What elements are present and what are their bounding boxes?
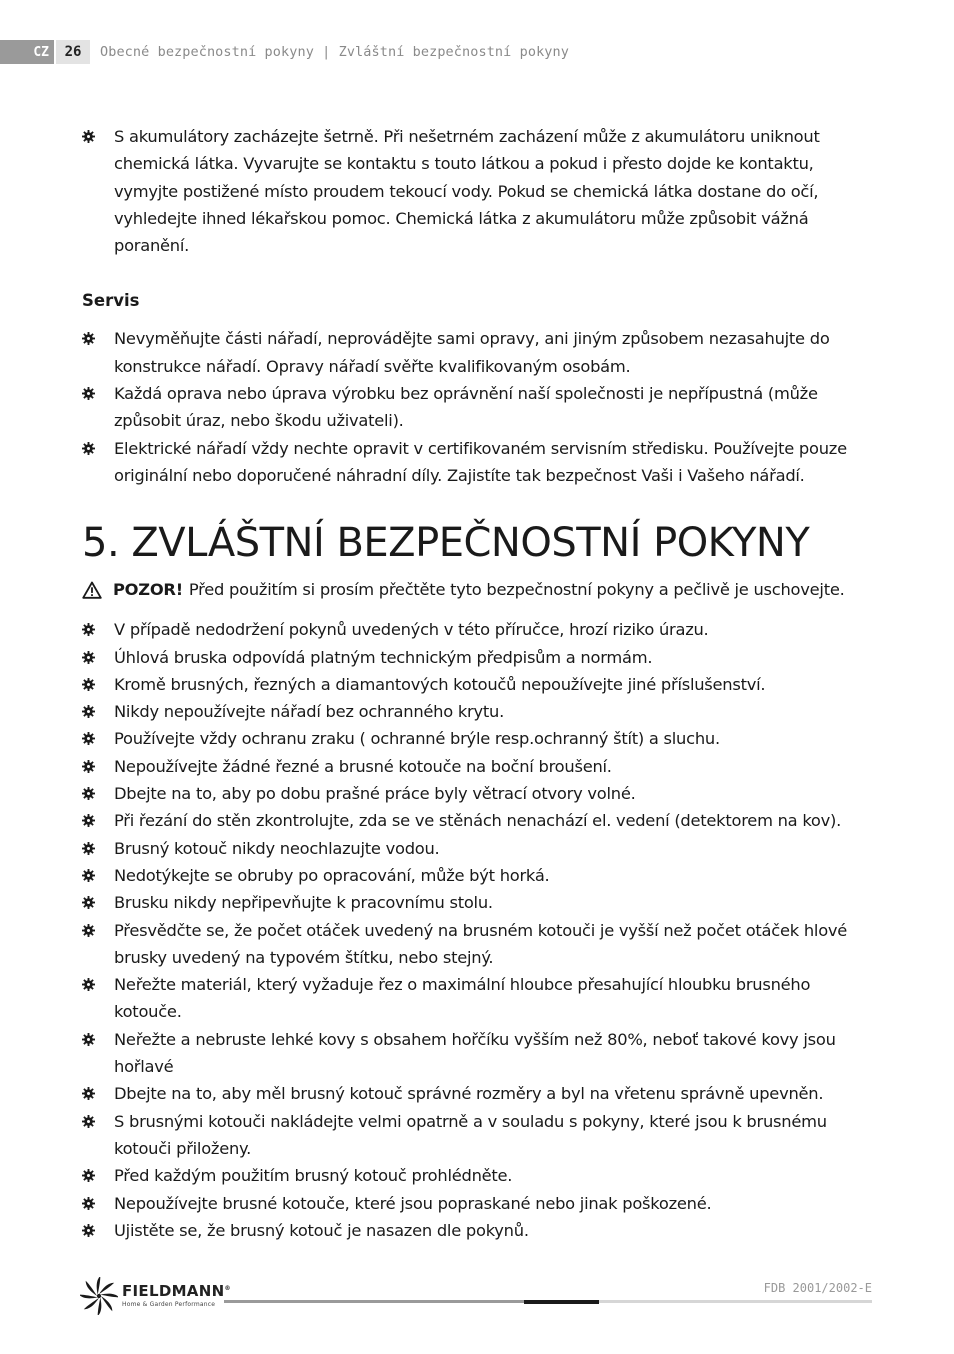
brand-tagline: Home & Garden Performance <box>122 1301 216 1308</box>
servis-heading: Servis <box>82 291 140 311</box>
warning-note <box>82 580 872 599</box>
gear-bullet-icon <box>82 896 95 909</box>
list-item: Ujistěte se, že brusný kotouč je nasazen dle pokynů. <box>82 1217 872 1244</box>
gear-bullet-icon <box>82 651 95 664</box>
gear-bullet-icon <box>82 760 95 773</box>
gear-bullet-icon <box>82 1115 95 1128</box>
model-number: FDB 2001/2002-E <box>763 1281 872 1295</box>
gear-bullet-icon <box>82 787 95 800</box>
list-item: Přesvědčte se, že počet otáček uvedený na brusném kotouči je vyšší než počet otáček hlové brusky uvedený na typovém štítku, nebo stejný. <box>82 917 872 972</box>
gear-bullet-icon <box>82 705 95 718</box>
list-item: Nepoužívejte brusné kotouče, které jsou popraskané nebo jinak poškozené. <box>82 1190 872 1217</box>
brand-text <box>122 1284 231 1308</box>
footer-rule-gray <box>224 1300 524 1303</box>
list-item: Neřežte a nebruste lehké kovy s obsahem hořčíku vyšším než 80%, neboť takové kovy jsou hořlavé <box>82 1026 872 1081</box>
safety-list <box>82 616 872 1244</box>
list-item: Brusný kotouč nikdy neochlazujte vodou. <box>82 835 872 862</box>
gear-bullet-icon <box>82 1224 95 1237</box>
list-item: Brusku nikdy nepřipevňujte k pracovnímu stolu. <box>82 889 872 916</box>
section-heading: 5. ZVLÁŠTNÍ BEZPEČNOSTNÍ POKYNY <box>82 520 810 567</box>
trademark: ® <box>224 1285 231 1292</box>
gear-bullet-icon <box>82 842 95 855</box>
footer-rule-dark <box>524 1300 599 1304</box>
gear-bullet-icon <box>82 814 95 827</box>
gear-bullet-icon <box>82 332 95 345</box>
list-item: Nikdy nepoužívejte nářadí bez ochranného krytu. <box>82 698 872 725</box>
gear-bullet-icon <box>82 1033 95 1046</box>
footer-rule-light <box>599 1300 872 1303</box>
list-item: V případě nedodržení pokynů uvedených v této příručce, hrozí riziko úrazu. <box>82 616 872 643</box>
page-header <box>0 40 569 64</box>
warning-label: POZOR! <box>113 580 183 600</box>
gear-bullet-icon <box>82 678 95 691</box>
list-item: Neřežte materiál, který vyžaduje řez o maximální hloubce přesahující hloubku brusného kotouče. <box>82 971 872 1026</box>
list-item: Dbejte na to, aby po dobu prašné práce byly větrací otvory volné. <box>82 780 872 807</box>
gear-bullet-icon <box>82 623 95 636</box>
gear-bullet-icon <box>82 387 95 400</box>
gear-bullet-icon <box>82 1197 95 1210</box>
gear-bullet-icon <box>82 1087 95 1100</box>
list-item: Před každým použitím brusný kotouč prohlédněte. <box>82 1162 872 1189</box>
fan-logo-icon <box>80 1277 118 1315</box>
gear-bullet-icon <box>82 130 95 143</box>
intro-list <box>82 123 872 259</box>
gear-bullet-icon <box>82 869 95 882</box>
gear-bullet-icon <box>82 924 95 937</box>
list-item: Úhlová bruska odpovídá platným technickým předpisům a normám. <box>82 644 872 671</box>
page-number: 26 <box>56 40 90 64</box>
gear-bullet-icon <box>82 1169 95 1182</box>
list-item: Při řezání do stěn zkontrolujte, zda se ve stěnách nenachází el. vedení (detektorem na kov). <box>82 807 872 834</box>
list-item: Kromě brusných, řezných a diamantových kotoučů nepoužívejte jiné příslušenství. <box>82 671 872 698</box>
gear-bullet-icon <box>82 442 95 455</box>
list-item: S akumulátory zacházejte šetrně. Při nešetrném zacházení může z akumulátoru uniknout chemická látka. Vyvarujte se kontaktu s touto látkou a pokud i přesto dojde ke kontaktu, vymyjte postižené místo proudem tekoucí vody. Pokud se chemická látka dostane do očí, vyhledejte ihned lékařskou pomoc. Chemická látka z akumulátoru může způsobit vážná poranění. <box>82 123 872 259</box>
list-item: Nepoužívejte žádné řezné a brusné kotouče na boční broušení. <box>82 753 872 780</box>
list-item: S brusnými kotouči nakládejte velmi opatrně a v souladu s pokyny, které jsou k brusnému kotouči přiloženy. <box>82 1108 872 1163</box>
list-item: Nevyměňujte části nářadí, neprovádějte sami opravy, ani jiným způsobem nezasahujte do konstrukce nářadí. Opravy nářadí svěřte kvalifikovaným osobám. <box>82 325 872 380</box>
list-item: Nedotýkejte se obruby po opracování, může být horká. <box>82 862 872 889</box>
brand-name: FIELDMANN <box>122 1282 225 1300</box>
servis-list <box>82 325 872 489</box>
warning-text: Před použitím si prosím přečtěte tyto bezpečnostní pokyny a pečlivě je uschovejte. <box>188 580 845 600</box>
list-item: Elektrické nářadí vždy nechte opravit v certifikovaném servisním středisku. Používejte pouze originální nebo doporučené náhradní díly. Zajistíte tak bezpečnost Vaši i Vašeho nářadí. <box>82 435 872 490</box>
language-tag: CZ <box>0 40 54 64</box>
list-item: Dbejte na to, aby měl brusný kotouč správné rozměry a byl na vřetenu správně upevněn. <box>82 1080 872 1107</box>
warning-triangle-icon <box>82 581 102 599</box>
brand-logo <box>80 1277 231 1315</box>
gear-bullet-icon <box>82 732 95 745</box>
running-title: Obecné bezpečnostní pokyny | Zvláštní bezpečnostní pokyny <box>100 44 569 60</box>
page-content <box>82 123 872 1244</box>
gear-bullet-icon <box>82 978 95 991</box>
list-item: Používejte vždy ochranu zraku ( ochranné brýle resp.ochranný štít) a sluchu. <box>82 725 872 752</box>
list-item: Každá oprava nebo úprava výrobku bez oprávnění naší společnosti je nepřípustná (může způsobit úraz, nebo škodu uživateli). <box>82 380 872 435</box>
